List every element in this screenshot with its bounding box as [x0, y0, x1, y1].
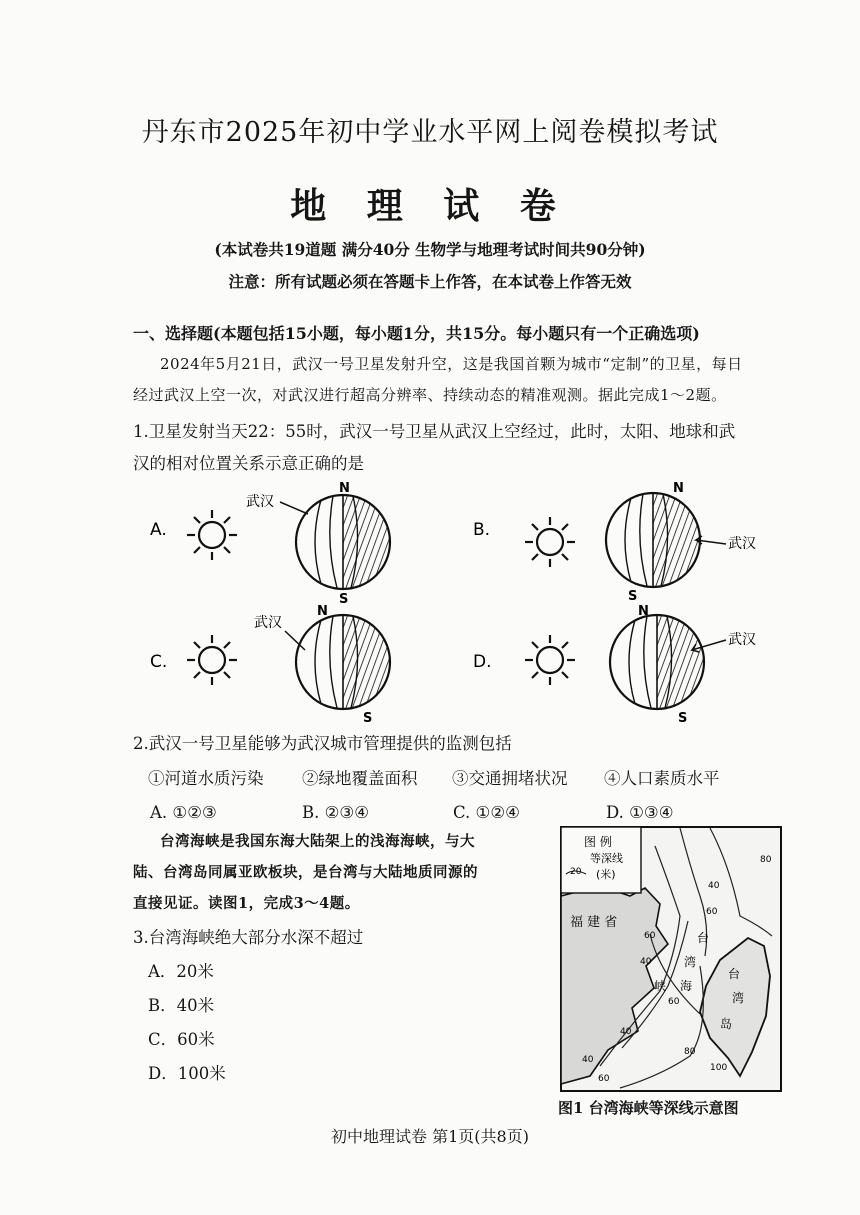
label-b: B.	[473, 520, 491, 540]
q2-item-1: ①河道水质污染	[148, 769, 264, 788]
strait-char-4: 峡	[654, 979, 667, 993]
q2-option-d: D. ①③④	[606, 803, 674, 822]
subject-title: 地 理 试 卷	[290, 185, 570, 227]
globe-icon	[610, 615, 704, 709]
globe-icon	[296, 495, 390, 589]
q2-option-b: B. ②③④	[302, 803, 369, 822]
label-d: D.	[473, 652, 492, 672]
taiwan-strait-map	[560, 826, 782, 1092]
intro-line-2: 经过武汉上空一次，对武汉进行超高分辨率、持续动态的精准观测。据此完成1～2题。	[133, 386, 727, 404]
exam-title: 丹东市2025年初中学业水平网上阅卷模拟考试	[141, 117, 719, 148]
sun-icon	[525, 635, 575, 685]
sun-icon	[187, 635, 237, 685]
label-c: C.	[150, 652, 168, 672]
intro-line-1: 2024年5月21日，武汉一号卫星发射升空，这是我国首颗为城市“定制”的卫星，每日	[160, 355, 743, 373]
province-label: 福 建 省	[570, 915, 618, 930]
depth-label: 40	[620, 1027, 632, 1037]
depth-label: 80	[684, 1047, 696, 1057]
q2-stem: 2.武汉一号卫星能够为武汉城市管理提供的监测包括	[133, 734, 512, 753]
page-footer: 初中地理试卷 第1页(共8页)	[331, 1127, 529, 1146]
q3-intro-1: 台湾海峡是我国东海大陆架上的浅海海峡，与大	[160, 833, 475, 850]
q2-item-4: ④人口素质水平	[604, 769, 720, 788]
q3-intro-3: 直接见证。读图1，完成3～4题。	[133, 895, 360, 912]
q2-option-a: A. ①②③	[150, 803, 217, 822]
legend-title: 图 例	[584, 835, 612, 849]
south-label: S	[678, 711, 688, 726]
south-label: S	[339, 592, 349, 607]
legend-unit: (米)	[596, 868, 616, 881]
legend-label: 等深线	[590, 852, 623, 865]
city-label: 武汉	[246, 494, 274, 510]
map-caption: 图1 台湾海峡等深线示意图	[558, 1099, 739, 1117]
q1-line-1: 1.卫星发射当天22：55时，武汉一号卫星从武汉上空经过，此时，太阳、地球和武	[133, 422, 736, 441]
q3-option-a: A．20米	[148, 962, 214, 981]
island-char-1: 台	[728, 967, 741, 981]
q3-option-d: D．100米	[148, 1064, 226, 1083]
strait-char-2: 湾	[684, 955, 697, 969]
city-label: 武汉	[728, 536, 756, 552]
north-label: N	[673, 481, 684, 496]
south-label: S	[363, 711, 373, 726]
depth-label: 40	[582, 1055, 594, 1065]
globe-icon	[296, 615, 390, 709]
depth-label: 60	[644, 931, 656, 941]
island-char-3: 岛	[720, 1017, 733, 1031]
north-label: N	[339, 481, 350, 496]
exam-info: (本试卷共19道题 满分40分 生物学与地理考试时间共90分钟)	[214, 240, 646, 259]
q2-item-3: ③交通拥堵状况	[452, 769, 568, 788]
q1-diagrams	[130, 480, 830, 730]
sun-icon	[187, 510, 237, 560]
exam-notice: 注意：所有试题必须在答题卡上作答，在本试卷上作答无效	[228, 272, 632, 291]
q1-line-2: 汉的相对位置关系示意正确的是	[133, 454, 364, 473]
depth-label: 40	[708, 881, 720, 891]
q3-intro-2: 陆、台湾岛同属亚欧板块，是台湾与大陆地质同源的	[133, 864, 478, 881]
north-label: N	[317, 604, 328, 619]
south-label: S	[628, 589, 638, 604]
strait-char-3: 海	[680, 979, 693, 993]
north-label: N	[638, 604, 649, 619]
q2-item-2: ②绿地覆盖面积	[302, 769, 418, 788]
depth-label: 60	[598, 1074, 610, 1084]
label-a: A.	[150, 520, 167, 540]
island-char-2: 湾	[732, 991, 745, 1005]
q3-option-b: B．40米	[148, 996, 215, 1015]
city-label: 武汉	[728, 632, 756, 648]
depth-label: 80	[760, 855, 772, 865]
q2-option-c: C. ①②④	[453, 803, 520, 822]
strait-char-1: 台	[697, 931, 710, 945]
depth-label: 60	[668, 997, 680, 1007]
depth-label: 40	[640, 957, 652, 967]
depth-label: 100	[710, 1063, 728, 1073]
globe-icon	[606, 493, 700, 587]
legend-sample: 20	[570, 867, 582, 877]
q3-stem: 3.台湾海峡绝大部分水深不超过	[133, 928, 364, 947]
section-heading: 一、选择题(本题包括15小题，每小题1分，共15分。每小题只有一个正确选项)	[133, 324, 700, 343]
city-label: 武汉	[254, 615, 282, 631]
sun-icon	[525, 517, 575, 567]
q3-option-c: C．60米	[148, 1030, 215, 1049]
depth-label: 60	[706, 907, 718, 917]
